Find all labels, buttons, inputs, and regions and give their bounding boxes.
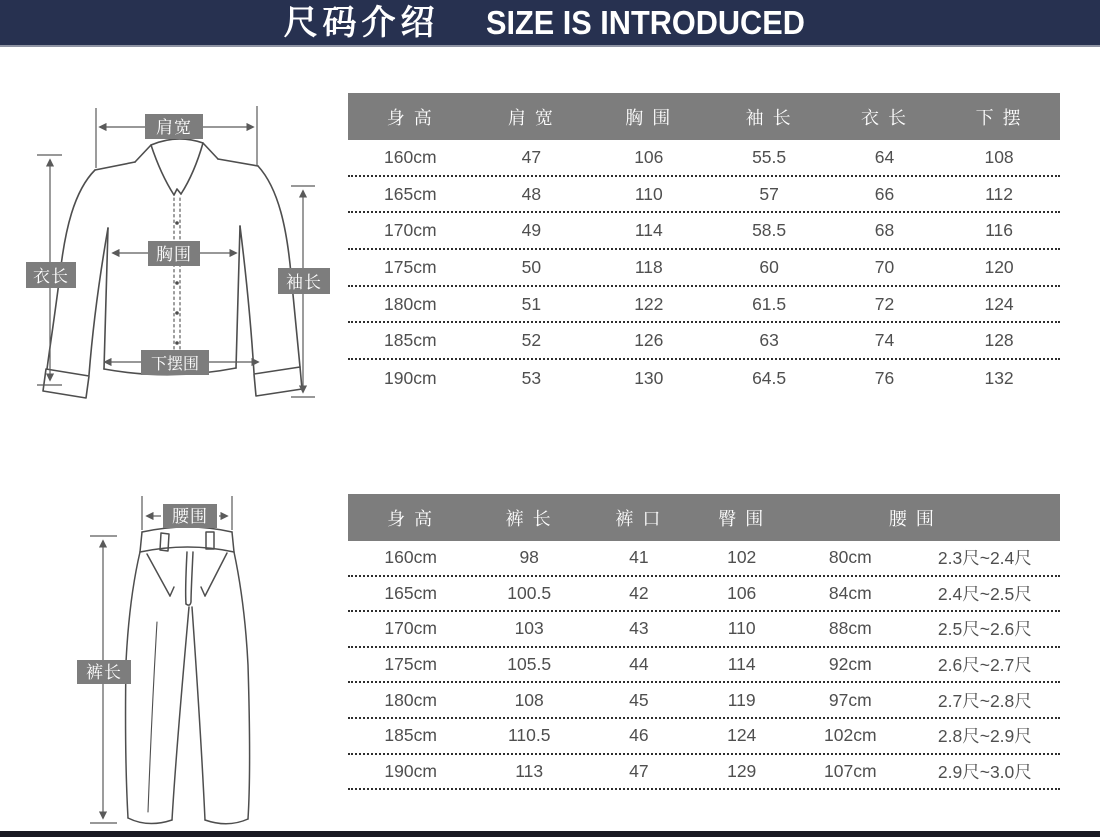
table-cell: 108 [984,146,1014,167]
table-cell: 63 [759,330,779,351]
table-cell: 165cm [384,582,437,603]
title-banner [0,0,1100,47]
table-cell: 175cm [384,256,437,277]
table-cell: 84cm [828,582,872,603]
table-header-cell: 裤 长 [505,508,553,529]
table-header-cell: 身 高 [386,107,434,128]
table-cell: 116 [985,220,1014,241]
table-cell: 124 [984,293,1014,314]
table-cell: 42 [629,582,649,603]
sleeve-length-label: 袖长 [286,273,322,292]
table-cell: 2.3尺~2.4尺 [937,548,1032,569]
table-cell: 97cm [828,689,872,710]
table-cell: 52 [521,330,542,351]
table-cell: 129 [727,760,757,781]
table-cell: 48 [521,183,542,204]
table-cell: 2.5尺~2.6尺 [937,619,1032,640]
pants-measurement-diagram [60,490,350,837]
table-cell: 47 [521,146,542,167]
table-cell: 126 [634,330,664,351]
table-cell: 2.9尺~3.0尺 [937,761,1032,782]
shirt-measurement-diagram [0,78,345,423]
table-cell: 46 [629,725,649,746]
table-header-cell: 袖 长 [745,107,793,128]
table-cell: 41 [629,547,649,568]
table-cell: 61.5 [752,293,787,314]
table-cell: 170cm [384,220,437,241]
table-cell: 51 [521,293,542,314]
waist-label: 腰围 [172,507,208,526]
table-row [348,287,1060,324]
table-cell: 106 [634,146,664,167]
table-cell: 130 [634,367,664,388]
garment-length-label: 衣长 [33,267,69,286]
table-row [348,140,1060,177]
table-cell: 70 [874,256,895,277]
table-cell: 106 [727,582,757,603]
table-row [348,213,1060,250]
table-cell: 110 [634,183,663,204]
table-cell: 160cm [384,547,437,568]
table-header-cell: 胸 围 [625,107,673,128]
table-cell: 53 [521,367,542,388]
table-cell: 105.5 [507,654,552,675]
table-cell: 60 [759,256,779,277]
table-row [348,360,1060,397]
table-row [348,577,1060,613]
table-cell: 66 [874,183,895,204]
table-row [348,250,1060,287]
table-cell: 112 [985,183,1014,204]
shirt-buttons [175,221,179,345]
chest-label: 胸围 [156,245,192,264]
table-row [348,683,1060,719]
table-cell: 110 [727,618,756,639]
table-cell: 180cm [384,689,437,710]
table-cell: 180cm [384,293,437,314]
table-row [348,719,1060,755]
table-cell: 102cm [824,725,877,746]
pants-outline [126,527,250,824]
table-cell: 45 [629,689,649,710]
shoulder-width-label: 肩宽 [156,118,192,137]
table-cell: 57 [759,183,779,204]
table-header-cell: 臀 围 [718,508,766,529]
table-cell: 2.4尺~2.5尺 [937,583,1032,604]
hem-label: 下摆围 [150,356,200,373]
table-cell: 132 [984,367,1014,388]
shirt-table-header [348,93,1060,140]
shirt-size-table [348,93,1060,397]
table-cell: 128 [984,330,1014,351]
table-cell: 74 [874,330,895,351]
table-cell: 49 [521,220,542,241]
table-cell: 185cm [384,330,437,351]
table-cell: 88cm [828,618,872,639]
table-cell: 122 [634,293,664,314]
table-header-cell: 肩 宽 [507,107,555,128]
table-cell: 80cm [828,547,872,568]
table-cell: 175cm [384,654,437,675]
table-cell: 110.5 [507,725,551,746]
table-cell: 185cm [384,725,437,746]
pants-table-header [348,494,1060,541]
table-cell: 114 [727,654,756,675]
pants-size-table [348,494,1060,790]
table-cell: 64.5 [752,367,787,388]
table-cell: 102 [727,547,757,568]
table-row [348,648,1060,684]
table-row [348,755,1060,791]
table-row [348,612,1060,648]
table-cell: 76 [874,367,895,388]
table-cell: 72 [874,293,895,314]
table-cell: 55.5 [752,146,787,167]
table-header-cell: 身 高 [387,508,435,529]
table-cell: 190cm [384,760,437,781]
table-cell: 190cm [384,367,437,388]
table-cell: 160cm [384,146,437,167]
table-cell: 165cm [384,183,437,204]
table-cell: 120 [984,256,1014,277]
table-cell: 103 [514,618,544,639]
table-header-cell: 腰 围 [888,508,936,529]
table-cell: 43 [629,618,649,639]
banner-title-chinese: 尺码介绍 [283,3,440,42]
table-header-cell: 裤 口 [615,508,663,529]
bottom-section-divider [0,831,1100,837]
table-header-cell: 衣 长 [860,107,908,128]
table-cell: 2.8尺~2.9尺 [937,726,1032,747]
table-cell: 47 [629,760,649,781]
table-cell: 64 [874,146,895,167]
table-cell: 170cm [384,618,437,639]
table-cell: 92cm [828,654,872,675]
table-cell: 44 [629,654,649,675]
table-cell: 50 [521,256,542,277]
table-cell: 68 [874,220,895,241]
banner-title-english: SIZE IS INTRODUCED [485,4,805,41]
table-cell: 98 [519,547,539,568]
table-cell: 113 [515,760,544,781]
table-cell: 100.5 [507,582,552,603]
table-cell: 58.5 [752,220,787,241]
table-row [348,541,1060,577]
table-cell: 107cm [824,760,877,781]
table-cell: 119 [727,689,756,710]
table-row [348,323,1060,360]
table-header-cell: 下 摆 [975,107,1023,128]
table-cell: 118 [634,256,663,277]
table-cell: 2.6尺~2.7尺 [937,655,1032,676]
table-row [348,177,1060,214]
table-cell: 2.7尺~2.8尺 [937,690,1032,711]
pants-length-label: 裤长 [86,663,122,682]
table-cell: 114 [634,220,663,241]
shirt-measure-labels [26,114,330,375]
table-cell: 124 [727,725,757,746]
table-cell: 108 [514,689,544,710]
